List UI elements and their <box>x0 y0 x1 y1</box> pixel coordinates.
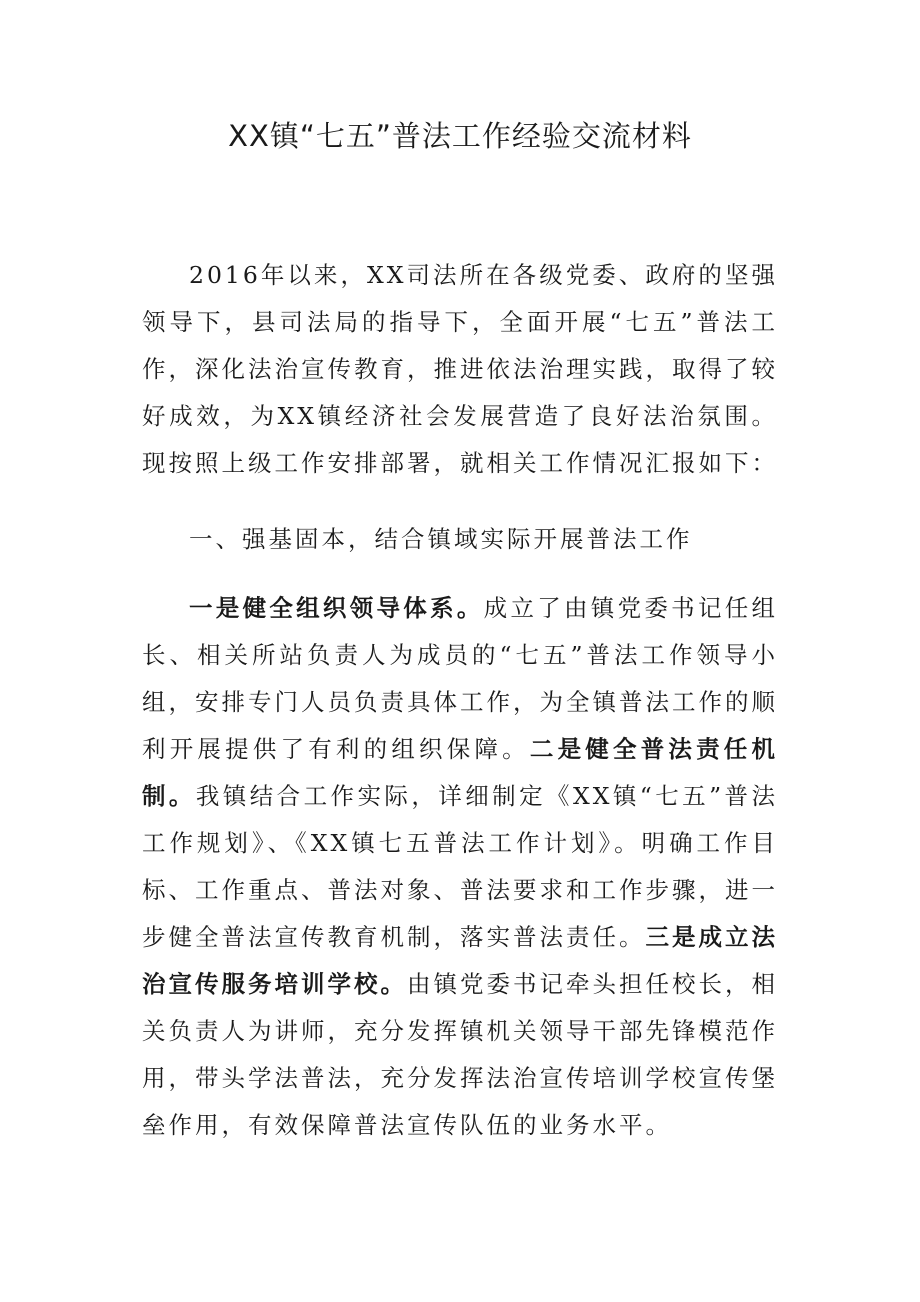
point1-text: 成立了由镇党委书记任组长、相关所站负责人为成员的“七五”普法工作领导小组，安排专门人员负责具体工作，为全镇普法工作的顺利开展提供了有利的组织保障。 <box>142 594 779 763</box>
point3-title: 三是成立法治宣传服务培训学校。 <box>142 923 778 998</box>
point3-text: 由镇党委书记牵头担任校长，相关负责人为讲师，充分发挥镇机关领导干部先锋模范作用，带头学法普法，充分发挥法治宣传培训学校宣传堡垒作用，有效保障普法宣传队伍的业务水平。 <box>142 970 778 1139</box>
point2-title: 二是健全普法责任机制。 <box>142 735 779 810</box>
section-paragraph <box>142 585 778 1149</box>
point1-title: 一是健全组织领导体系。 <box>189 594 484 622</box>
intro-paragraph: 2016年以来，XX司法所在各级党委、政府的坚强领导下，县司法局的指导下，全面开展“七五”普法工作，深化法治宣传教育，推进依法治理实践，取得了较好成效，为XX镇经济社会发展营造了良好法治氛围。现按照上级工作安排部署，就相关工作情况汇报如下： <box>142 261 778 477</box>
section-heading: 一、强基固本，结合镇域实际开展普法工作 <box>189 525 693 553</box>
point2-text: 我镇结合工作实际，详细制定《XX镇“七五”普法工作规划》、《XX镇七五普法工作计划》。明确工作目标、工作重点、普法对象、普法要求和工作步骤，进一步健全普法宣传教育机制，落实普法责任。 <box>142 782 778 951</box>
document-title: XX镇“七五”普法工作经验交流材料 <box>228 119 692 153</box>
